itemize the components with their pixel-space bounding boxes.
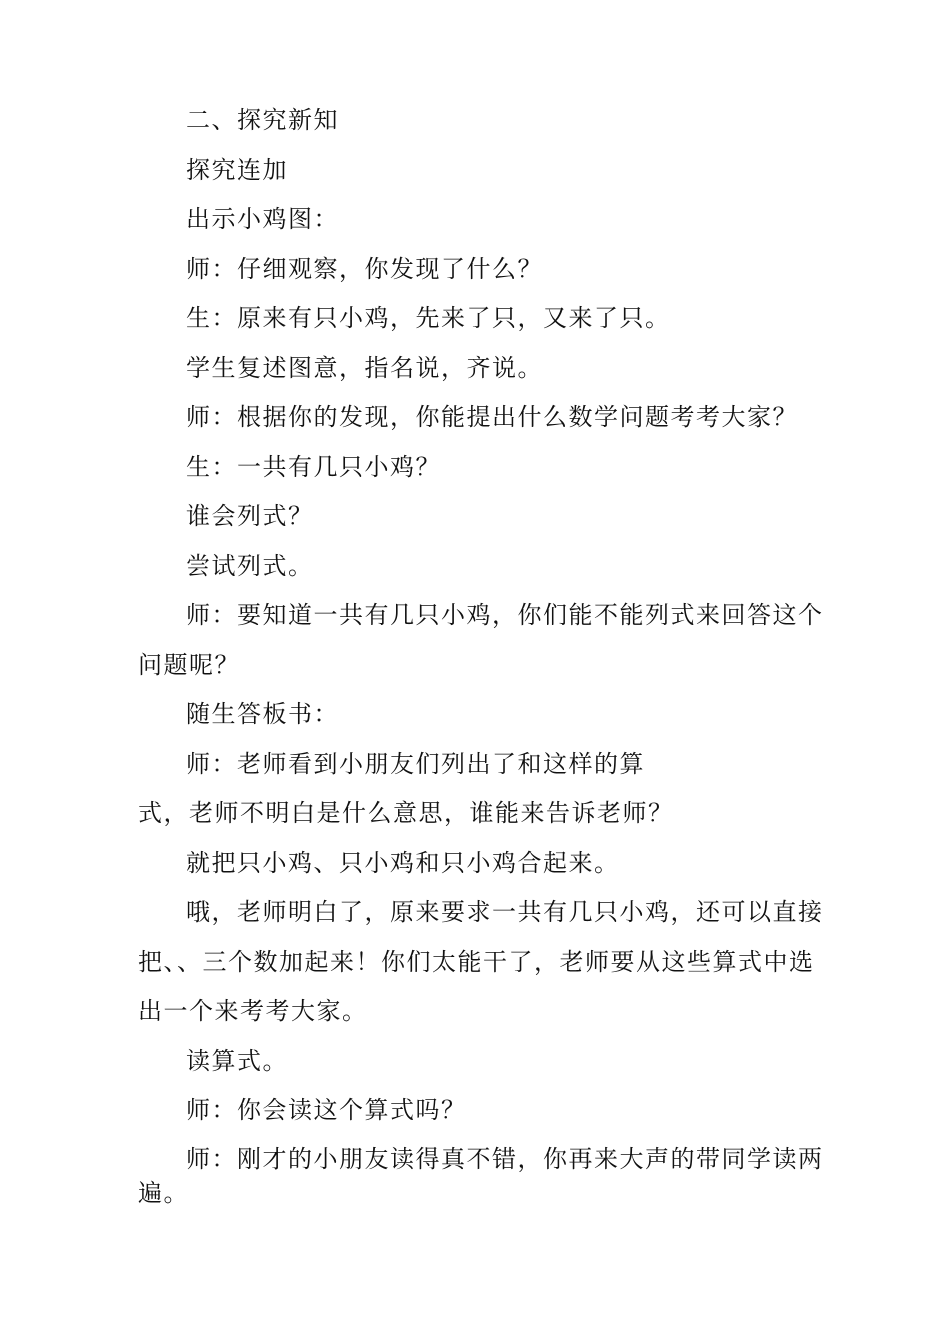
section-heading: 二、探究新知 [186, 106, 339, 134]
paragraph: 师：你会读这个算式吗？ [186, 1096, 467, 1124]
paragraph: 哦，老师明白了，原来要求一共有几只小鸡，还可以直接把、、三个数加起来！你们太能干了，老师要从这些算式中选出一个来考考大家。 [138, 898, 824, 1025]
paragraph: 学生复述图意，指名说，齐说。 [186, 353, 543, 382]
paragraph: 师：刚才的小朋友读得真不错，你再来大声的带同学读两遍。 [138, 1144, 824, 1207]
paragraph: 随生答板书： [186, 700, 339, 728]
paragraph: 生：一共有几只小鸡？ [186, 452, 441, 481]
paragraph-continuation: 式，老师不明白是什么意思，谁能来告诉老师？ [138, 799, 674, 827]
paragraph: 师：根据你的发现，你能提出什么数学问题考考大家？ [186, 403, 798, 431]
paragraph: 师：仔细观察，你发现了什么？ [186, 254, 543, 283]
paragraph: 生：原来有只小鸡，先来了只，又来了只。 [186, 304, 671, 332]
paragraph: 师：要知道一共有几只小鸡，你们能不能列式来回答这个问题呢？ [138, 601, 824, 679]
paragraph: 就把只小鸡、只小鸡和只小鸡合起来。 [186, 848, 620, 877]
paragraph: 尝试列式。 [186, 551, 314, 580]
paragraph: 师：老师看到小朋友们列出了和这样的算 [186, 749, 645, 778]
document-body [138, 96, 828, 1218]
paragraph: 出示小鸡图： [186, 205, 339, 233]
paragraph: 谁会列式？ [186, 502, 314, 530]
subsection-heading: 探究连加 [186, 155, 288, 184]
paragraph: 读算式。 [186, 1046, 288, 1075]
